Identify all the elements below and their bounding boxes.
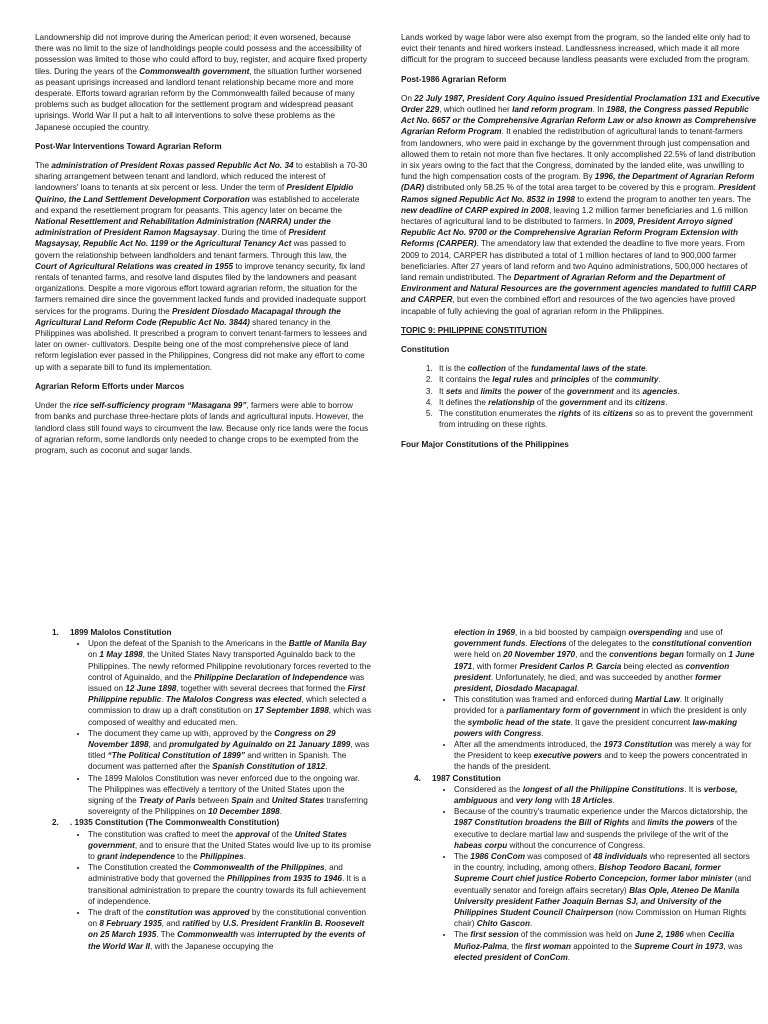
heading-post-1986: Post-1986 Agrarian Reform	[401, 74, 507, 84]
bullet-list	[52, 829, 372, 952]
section-1899-malolos	[52, 627, 372, 817]
paragraph-marcos: Under the rice self-sufficiency program “Masagana 99”, farmers were able to borrow from banks and purchase three-hectare plots of lands and agricultural inputs. However, the landlord class still found ways to circumvent the law. Because only rice lands were the focus of agrarian reform, some landlords only needed to change crops to be exempted from the program, such as coconut and sugar lands.	[35, 401, 369, 455]
section-number: 1.	[52, 628, 59, 637]
paragraph-1973-continued: election in 1969, in a bid boosted by campaign overspending and use of government funds. Elections of the delegates to the constitutional convention were held on 20 November 1970, and the conventions began formally on 1 June 1971, with former President Carlos P. Garcia being elected as convention president. Unfortunately, he died, and was succeeded by another former president, Diosdado Macapagal.	[454, 628, 755, 694]
bullet-list	[414, 694, 756, 772]
list-item: • The document they came up with, approved by the Congress on 29 November 1898, and promulgated by Aguinaldo on 21 January 1899, was titled “The Political Constitution of 1899” and written in Spanish. The document was patterned after the Spanish Constitution of 1812.	[88, 728, 372, 773]
heading-marcos: Agrarian Reform Efforts under Marcos	[35, 381, 185, 391]
section-number: 4.	[414, 773, 421, 783]
bullet-list	[414, 784, 756, 963]
list-item: • The 1986 ConCom was composed of 48 individuals who represented all sectors in the country, including, among others, Bishop Teodoro Bacani, former Supreme Court chief justice Roberto Concepcion, former labor minister (and eventually senator and foreign affairs secretary) Blas Ople, Ateneo De Manila University president Father Joaquin Bernas SJ, and University of the Philippines Student Council Chairperson (now Commission on Human Rights chair) Chito Gascon.	[454, 851, 756, 929]
column-bottom-left	[52, 627, 372, 952]
section-number: 2.	[52, 818, 59, 828]
list-item: 4. It defines the relationship of the government and its citizens.	[435, 397, 761, 408]
paragraph-post-war: The administration of President Roxas passed Republic Act No. 34 to establish a 70-30 sharing arrangement between tenant and landlord, which reduced the interest of landowners' loans to tenants at six percent or less. Under the term of President Elpidio Quirino, the Land Settlement Development Corporation was established to accelerate and expand the resettlement program for peasants. This agency later on became the National Resettlement and Rehabilitation Administration (NARRA) under the administration of President Ramon Magsaysay. During the time of President Magsaysay, Republic Act No. 1199 or the Agricultural Tenancy Act was passed to govern the relationship between landholders and tenant farmers. Through this law, the Court of Agricultural Relations was created in 1955 to improve tenancy security, fix land rentals of tenanted farms, and resolve land disputes filed by the landowners and peasant organizations. Despite a more vigorous effort toward agrarian reform, the situation for the farmers remained dire since the government lacked funds and provided inadequate support services for the programs. During the President Diosdado Macapagal through the Agricultural Land Reform Code (Republic Act No. 3844) shared tenancy in the Philippines was abolished. It prescribed a program to convert tenant-farmers to lessees and later on owner- cultivators. Despite being one of the most comprehensive piece of land reform legislation ever passed in the Philippines, Congress did not make any effort to come up with a separate bill to fund its implementation.	[35, 161, 368, 372]
list-item: 5. The constitution enumerates the rights of its citizens so as to prevent the government from intruding on these rights.	[435, 408, 761, 430]
heading-constitution: Constitution	[401, 345, 450, 355]
section-1935	[52, 817, 372, 951]
section-title: 1987 Constitution	[432, 773, 501, 783]
heading-post-war: Post-War Interventions Toward Agrarian Reform	[35, 141, 222, 151]
section-1987	[414, 773, 756, 963]
list-item: 2. It contains the legal rules and principles of the community.	[435, 374, 761, 385]
column-top-right	[401, 32, 761, 458]
list-item: • The draft of the constitution was approved by the constitutional convention on 8 February 1935, and ratified by U.S. President Franklin B. Roosevelt on 25 March 1935. The Commonwealth was interrupted by the events of the World War II, with the Japanese occupying the	[88, 907, 372, 952]
column-bottom-right	[414, 627, 756, 963]
list-item: • This constitution was framed and enforced during Martial Law. It originally provided for a parliamentary form of government in which the president is only the symbolic head of the state. It gave the president concurrent law-making powers with Congress.	[454, 694, 756, 739]
list-item: 3. It sets and limits the power of the government and its agencies.	[435, 386, 761, 397]
list-item: • The constitution was crafted to meet the approval of the United States government, and to ensure that the United States would live up to its promise to grant independence to the Philippines.	[88, 829, 372, 863]
list-item: 1. It is the collection of the fundamental laws of the state.	[435, 363, 761, 374]
list-item: • After all the amendments introduced, the 1973 Constitution was merely a way for the President to keep executive powers and to keep the powers concentrated in the hands of the president.	[454, 739, 756, 773]
topic-heading: TOPIC 9: PHILIPPINE CONSTITUTION	[401, 325, 547, 335]
paragraph-american-period: Landownership did not improve during the American period; it even worsened, because there was no limit to the size of landholdings people could possess and the accessibility of possession was limited to those who could afford to buy, register, and acquire fixed property tiles. During the years of the Commonwealth government, the situation further worsened as peasant uprisings increased and landlord tenant relationship became more and more desperate. Efforts toward agrarian reform by the Commonwealth failed because of many problems such as budget allocation for the settlement program and widespread peasant uprisings. World War II put a halt to all interventions to solve these problems as the Japanese occupied the country.	[35, 33, 367, 132]
list-item: • Considered as the longest of all the Philippine Constitutions. It is verbose, ambiguous and very long with 18 Articles.	[454, 784, 756, 806]
section-title: 1899 Malolos Constitution	[70, 628, 172, 637]
list-item: • Because of the country's traumatic experience under the Marcos dictatorship, the 1987 Constitution broadens the Bill of Rights and limits the powers of the executive to declare martial law and suspends the privilege of the writ of the habeas corpu without the concurrence of Congress.	[454, 806, 756, 851]
constitution-definition-list	[401, 363, 761, 430]
bullet-list	[52, 638, 372, 817]
heading-four-constitutions: Four Major Constitutions of the Philippines	[401, 439, 569, 449]
list-item: • The first session of the commission was held on June 2, 1986 when Cecilia Muñoz-Palma, the first woman appointed to the Supreme Court in 1973, was elected president of ConCom.	[454, 929, 756, 963]
list-item: • Upon the defeat of the Spanish to the Americans in the Battle of Manila Bay on 1 May 1898, the United States Navy transported Aguinaldo back to the Philippines. The newly reformed Philippine revolutionary forces reverted to the control of Aguinaldo, and the Philippine Declaration of Independence was issued on 12 June 1898, together with several decrees that formed the First Philippine republic. The Malolos Congress was elected, which selected a commission to draw up a draft constitution on 17 September 1898, which was composed of wealthy and educated men.	[88, 638, 372, 728]
column-top-left	[35, 32, 369, 464]
section-title: . 1935 Constitution (The Commonwealth Constitution)	[70, 818, 280, 828]
list-item: • The 1899 Malolos Constitution was never enforced due to the ongoing war. The Philippines was effectively a territory of the United States upon the signing of the Treaty of Paris between Spain and United States transferring sovereignty of the Philippines on 10 December 1898.	[88, 773, 372, 818]
paragraph-post-1986: On 22 July 1987, President Cory Aquino issued Presidential Proclamation 131 and Executive Order 229, which outlined her land reform program. In 1988, the Congress passed Republic Act No. 6657 or the Comprehensive Agrarian Reform Law or also known as Comprehensive Agrarian Reform Program. It enabled the redistribution of agricultural lands to tenant-farmers from landowners, who were paid in exchange by the government through just compensation and allowed them to retain not more than five hectares. It only accomplished 22.5% of land distribution in six years owing to the fact that the Congress, dominated by the landed elite, was unwilling to fund the high compensation costs of the program. By 1996, the Department of Agrarian Reform (DAR) distributed only 58.25 % of the total area target to be covered by this e program. President Ramos signed Republic Act No. 8532 in 1998 to extend the program to another ten years. The new deadline of CARP expired in 2008, leaving 1.2 million farmer beneficiaries and 1.6 million hectares of agricultural land to be distributed to farmers. In 2009, President Arroyo signed Republic Act No. 9700 or the Comprehensive Agrarian Reform Program Extension with Reforms (CARPER). The amendatory law that extended the deadline to five more years. From 2009 to 2014, CARPER has distributed a total of 1 million hectares of land to 900,000 farmer beneficiaries. After 27 years of land reform and two Aquino administrations, 500,000 hectares of land remain undistributed. The Department of Agrarian Reform and the Department of Environment and Natural Resources are the government agencies mandated to fulfill CARP and CARPER, but even the combined effort and resources of the two agencies have proved incapable of fully achieving the goal of agrarian reform in the Philippines.	[401, 93, 760, 316]
list-item: • The Constitution created the Commonwealth of the Philippines, and administrative body that governed the Philippines from 1935 to 1946. It is a transitional administration to prepare the country towards its full achievement of independence.	[88, 862, 372, 907]
paragraph-wage-labor: Lands worked by wage labor were also exempt from the program, so the landed elite only had to evict their tenants and hired workers instead. Landlessness increased, which made it all more difficult for the program to succeed because landless peasants were excluded from the program.	[401, 33, 751, 65]
